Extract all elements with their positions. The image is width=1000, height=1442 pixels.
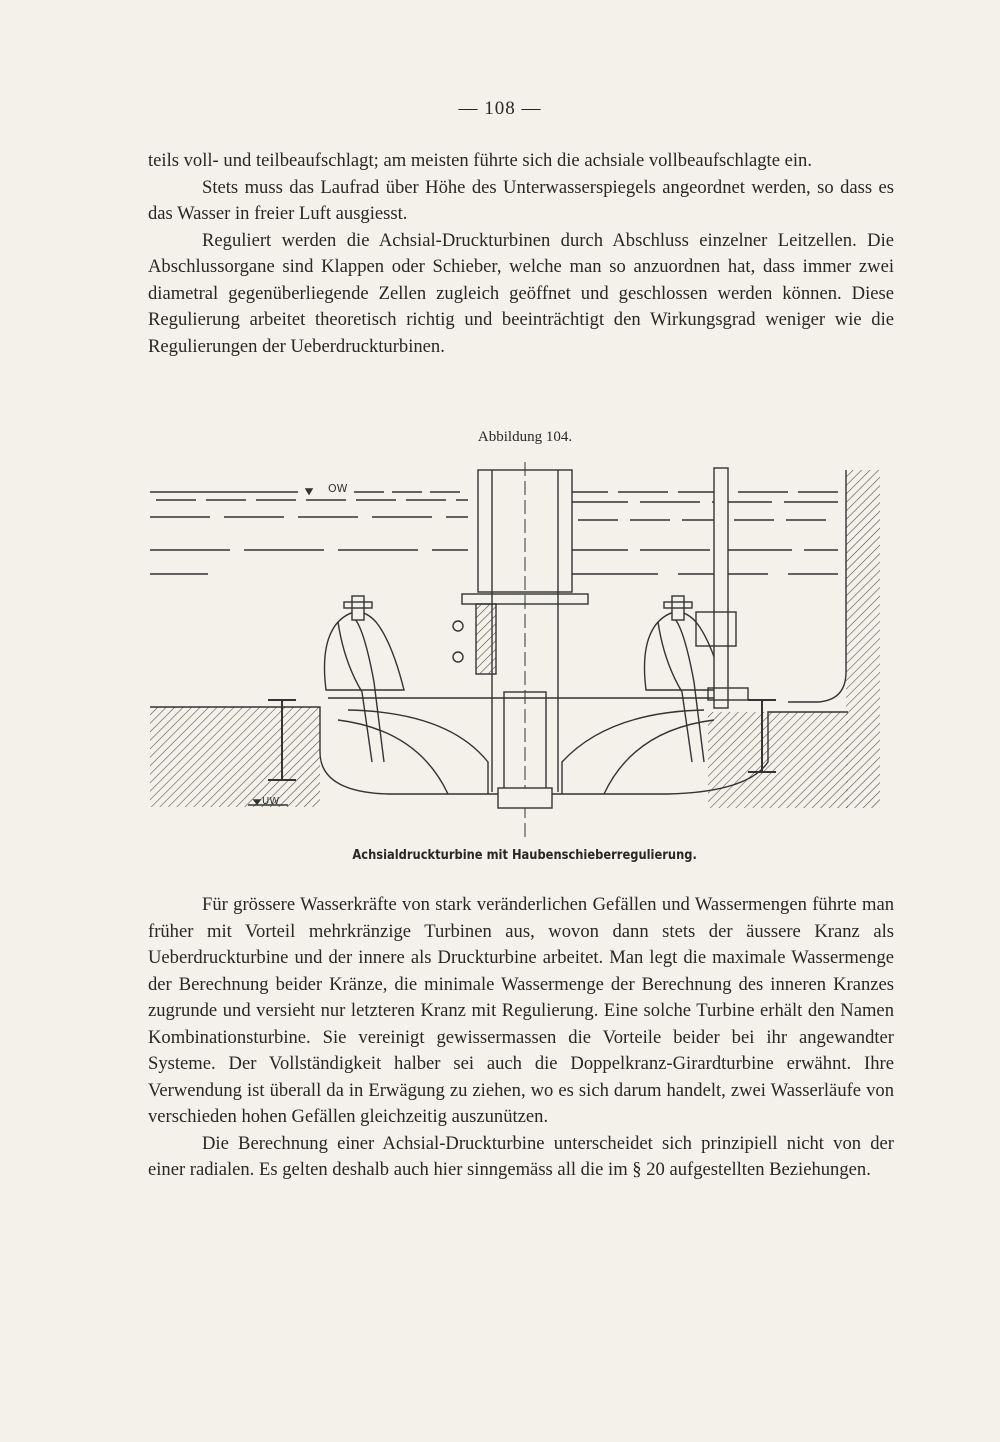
- uw-label: UW: [262, 796, 280, 807]
- text-block-bottom: [148, 892, 894, 1184]
- ow-label: OW: [328, 482, 348, 495]
- paragraph: Stets muss das Laufrad über Höhe des Unterwasserspiegels angeordnet werden, so dass es das Wasser in freier Luft ausgiesst.: [148, 176, 894, 224]
- paragraph: teils voll- und teilbeaufschlagt; am meisten führte sich die achsiale vollbeaufschlagte ein.: [148, 150, 812, 171]
- page-number: — 108 —: [458, 98, 542, 119]
- turbine-drawing: [148, 462, 890, 842]
- turbine-figure: [148, 462, 890, 842]
- left-foundation: [150, 707, 320, 807]
- right-wall: [846, 470, 880, 808]
- paragraph: Die Berechnung einer Achsial-Druckturbine unterscheidet sich prinzipiell nicht von der einer radialen. Es gelten deshalb auch hier sinngemäss all die im § 20 aufgestellten Beziehungen.: [148, 1132, 894, 1180]
- text-block-top: [148, 148, 894, 360]
- left-guide-casing: [325, 596, 405, 762]
- paragraph: Für grössere Wasserkräfte von stark veränderlichen Gefällen und Wassermengen führte man früher mit Vorteil mehrkränzige Turbinen aus, wovon dann stets der äussere Kranz als Ueberdruckturbine und der innere als Druckturbine arbeitet. Man legt die maximale Wassermenge der Berechnung beider Kränze, die minimale Wassermenge der Berechnung des inneren Kranzes zugrunde und versieht nur letzteren Kranz mit Regulierung. Eine solche Turbine erhält den Namen Kombinationsturbine. Sie vereinigt gewissermassen die Vorteile beider bei ihr angewandter Systeme. Der Vollständigkeit halber sei auch die Doppelkranz-Girardturbine erwähnt. Ihre Verwendung ist überall da in Erwägung zu ziehen, wo es sich darum handelt, zwei Wasserläufe von verschieden hohen Gefällen gleichzeitig auszunützen.: [148, 894, 894, 1127]
- figure-caption: [0, 847, 1000, 863]
- runner-wheel: [328, 698, 720, 794]
- caption-text: Achsialdruckturbine mit Haubenschieberregulierung.: [352, 847, 698, 863]
- ow-marker-icon: [306, 489, 312, 494]
- paragraph: Reguliert werden die Achsial-Druckturbinen durch Abschluss einzelner Leitzellen. Die Abschlussorgane sind Klappen oder Schieber, welche man so anzuordnen hat, dass immer zwei diametral gegenüberliegende Zellen zugleich geöffnet und geschlossen werden können. Diese Regulierung arbeitet theoretisch richtig und beeinträchtigt den Wirkungsgrad weniger wie die Regulierungen der Ueberdruckturbinen.: [148, 229, 894, 357]
- right-foundation: [708, 712, 848, 808]
- figure-label: Abbildung 104.: [477, 429, 573, 445]
